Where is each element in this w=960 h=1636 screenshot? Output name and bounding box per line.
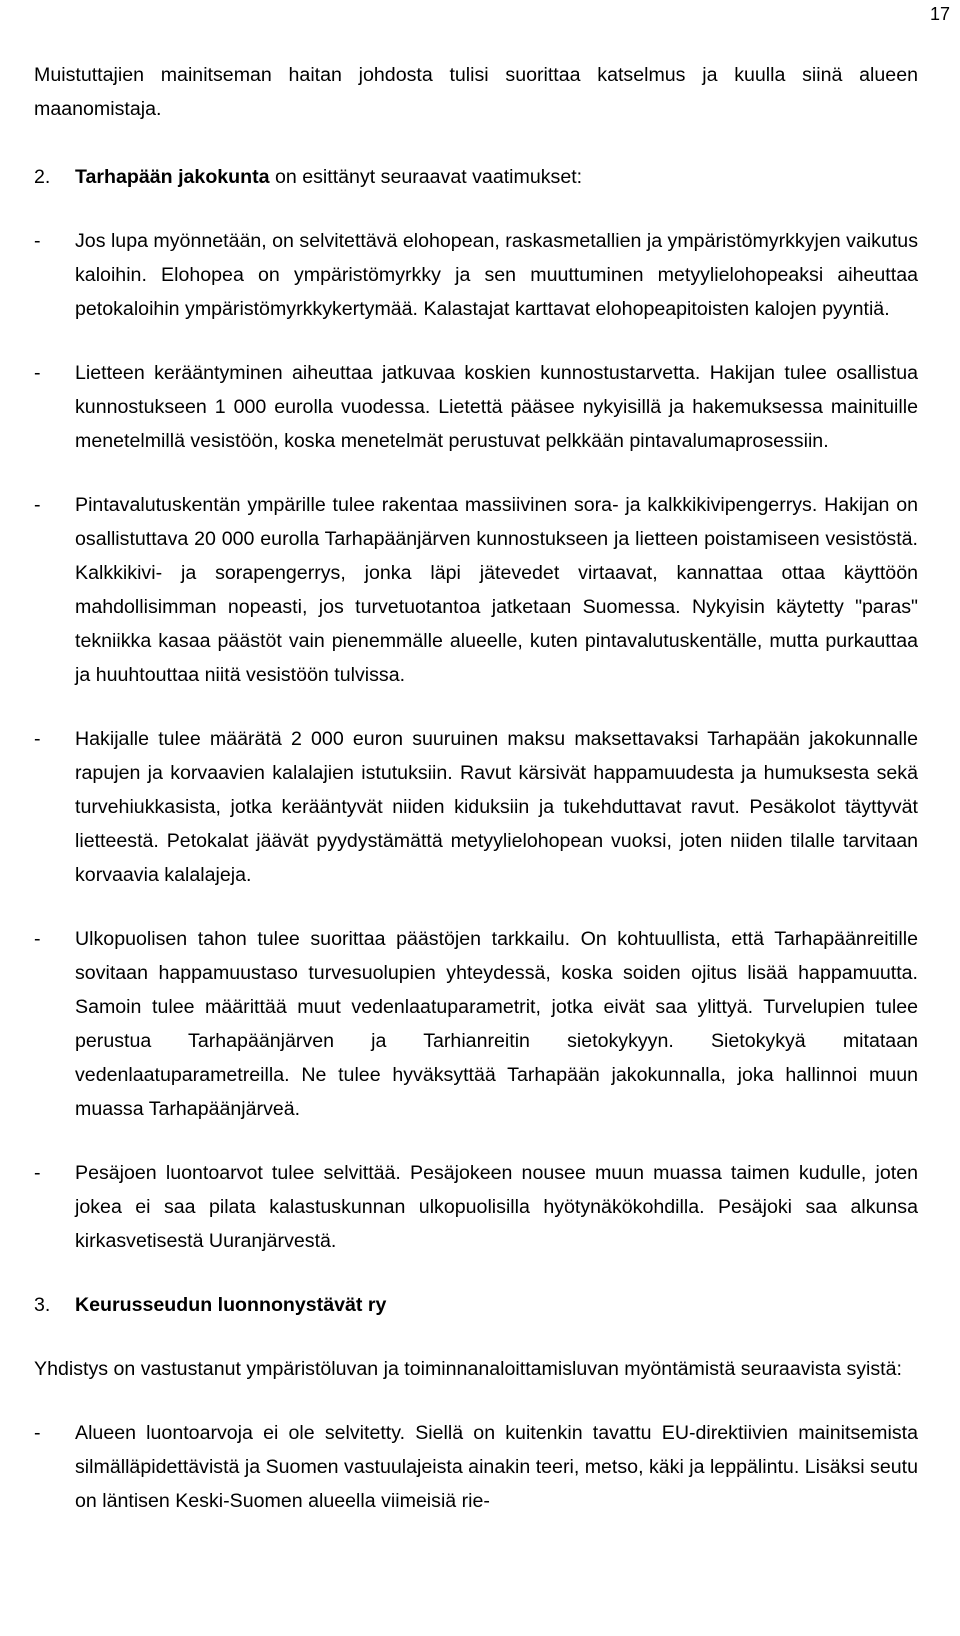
bullet-dash: - xyxy=(34,230,41,252)
section-3-title: Keurusseudun luonnonystävät ry xyxy=(75,1294,387,1316)
list-item xyxy=(34,722,918,892)
list-item-text: Pesäjoen luontoarvot tulee selvittää. Pesäjokeen nousee muun muassa taimen kudulle, joten jokea ei saa pilata kalastuskunnan ulkopuolisilla hyötynäkökohdilla. Pesäjoki saa alkunsa kirkasvetisestä Uuranjärvestä. xyxy=(75,1162,918,1252)
list-item xyxy=(34,488,918,692)
page-number: 17 xyxy=(929,4,950,24)
bullet-dash: - xyxy=(34,362,41,384)
section-3-number: 3. xyxy=(34,1294,51,1316)
list-item-text: Alueen luontoarvoja ei ole selvitetty. Siellä on kuitenkin tavattu EU-direktiivien mainitsemista silmälläpidettävistä ja Suomen vastuulajeista ainakin teeri, metso, käki ja leppälintu. Lisäksi seutu on läntisen Keski-Suomen alueella viimeisiä rie- xyxy=(75,1422,918,1512)
bullet-dash: - xyxy=(34,928,41,950)
bullet-dash: - xyxy=(34,1162,41,1184)
bullet-dash: - xyxy=(34,494,41,516)
section-2-lead: on esittänyt seuraavat vaatimukset: xyxy=(269,166,583,188)
list-item xyxy=(34,1156,918,1258)
list-item xyxy=(34,1416,918,1518)
bullet-dash: - xyxy=(34,1422,41,1444)
list-item-text: Jos lupa myönnetään, on selvitettävä elohopean, raskasmetallien ja ympäristömyrkkyjen vaikutus kaloihin. Elohopea on ympäristömyrkky ja sen muuttuminen metyylielohopeaksi aiheuttaa petokaloihin ympäristömyrkkykertymää. Kalastajat karttavat elohopeapitoisten kalojen pyyntiä. xyxy=(75,230,918,320)
bullet-dash: - xyxy=(34,728,41,750)
intro-paragraph: Muistuttajien mainitseman haitan johdosta tulisi suorittaa katselmus ja kuulla siinä alueen maanomistaja. xyxy=(34,64,918,120)
section-2-heading xyxy=(34,160,918,194)
list-item xyxy=(34,922,918,1126)
list-item-text: Hakijalle tulee määrätä 2 000 euron suuruinen maksu maksettavaksi Tarhapään jakokunnalle rapujen ja korvaavien kalalajien istutuksiin. Ravut kärsivät happamuudesta ja humuksesta sekä turvehiukkasista, jotka kerääntyvät niiden kiduksiin ja tukehduttavat ravut. Pesäkolot täyttyvät lietteestä. Petokalat jäävät pyydystämättä metyylielohopean vuoksi, joten niiden tilalle tarvitaan korvaavia kalalajeja. xyxy=(75,728,918,886)
list-item-text: Pintavalutuskentän ympärille tulee rakentaa massiivinen sora- ja kalkkikivipengerrys. Hakijan on osallistuttava 20 000 eurolla Tarhapäänjärven kunnostukseen ja lietteen poistamiseen vesistöstä. Kalkkikivi- ja sorapengerrys, jonka läpi jätevedet virtaavat, kannattaa ottaa käyttöön mahdollisimman nopeasti, jos turvetuotantoa jatketaan Suomessa. Nykyisin käytetty "paras" tekniikka kasaa päästöt vain pienemmälle alueelle, kuten pintavalutuskentälle, mutta purkauttaa ja huuhtouttaa niitä vesistöön tulvissa. xyxy=(75,494,918,686)
section-2-number: 2. xyxy=(34,166,51,188)
list-item-text: Ulkopuolisen tahon tulee suorittaa päästöjen tarkkailu. On kohtuullista, että Tarhapäänreitille sovitaan happamuustaso turvesuolupien yhteydessä, koska soiden ojitus lisää happamuutta. Samoin tulee määrittää muut vedenlaatuparametrit, jotka eivät saa ylittyä. Turvelupien tulee perustua Tarhapäänjärven ja Tarhianreitin sietokykyyn. Sietokykyä mitataan vedenlaatuparametreilla. Ne tulee hyväksyttää Tarhapään jakokunnalla, joka hallinnoi muun muassa Tarhapäänjärveä. xyxy=(75,928,918,1120)
section-2-title: Tarhapään jakokunta xyxy=(75,166,270,188)
list-item-text: Lietteen kerääntyminen aiheuttaa jatkuvaa koskien kunnostustarvetta. Hakijan tulee osallistua kunnostukseen 1 000 eurolla vuodessa. Lietettä pääsee nykyisillä ja hakemuksessa mainituille menetelmillä vesistöön, koska menetelmät perustuvat pelkkään pintavalumaprosessiin. xyxy=(75,362,918,452)
section-3-lead: Yhdistys on vastustanut ympäristöluvan ja toiminnanaloittamisluvan myöntämistä seuraavista syistä: xyxy=(34,1358,902,1380)
list-item xyxy=(34,224,918,326)
list-item xyxy=(34,356,918,458)
section-3-heading xyxy=(34,1288,918,1322)
document-body xyxy=(34,58,918,1518)
